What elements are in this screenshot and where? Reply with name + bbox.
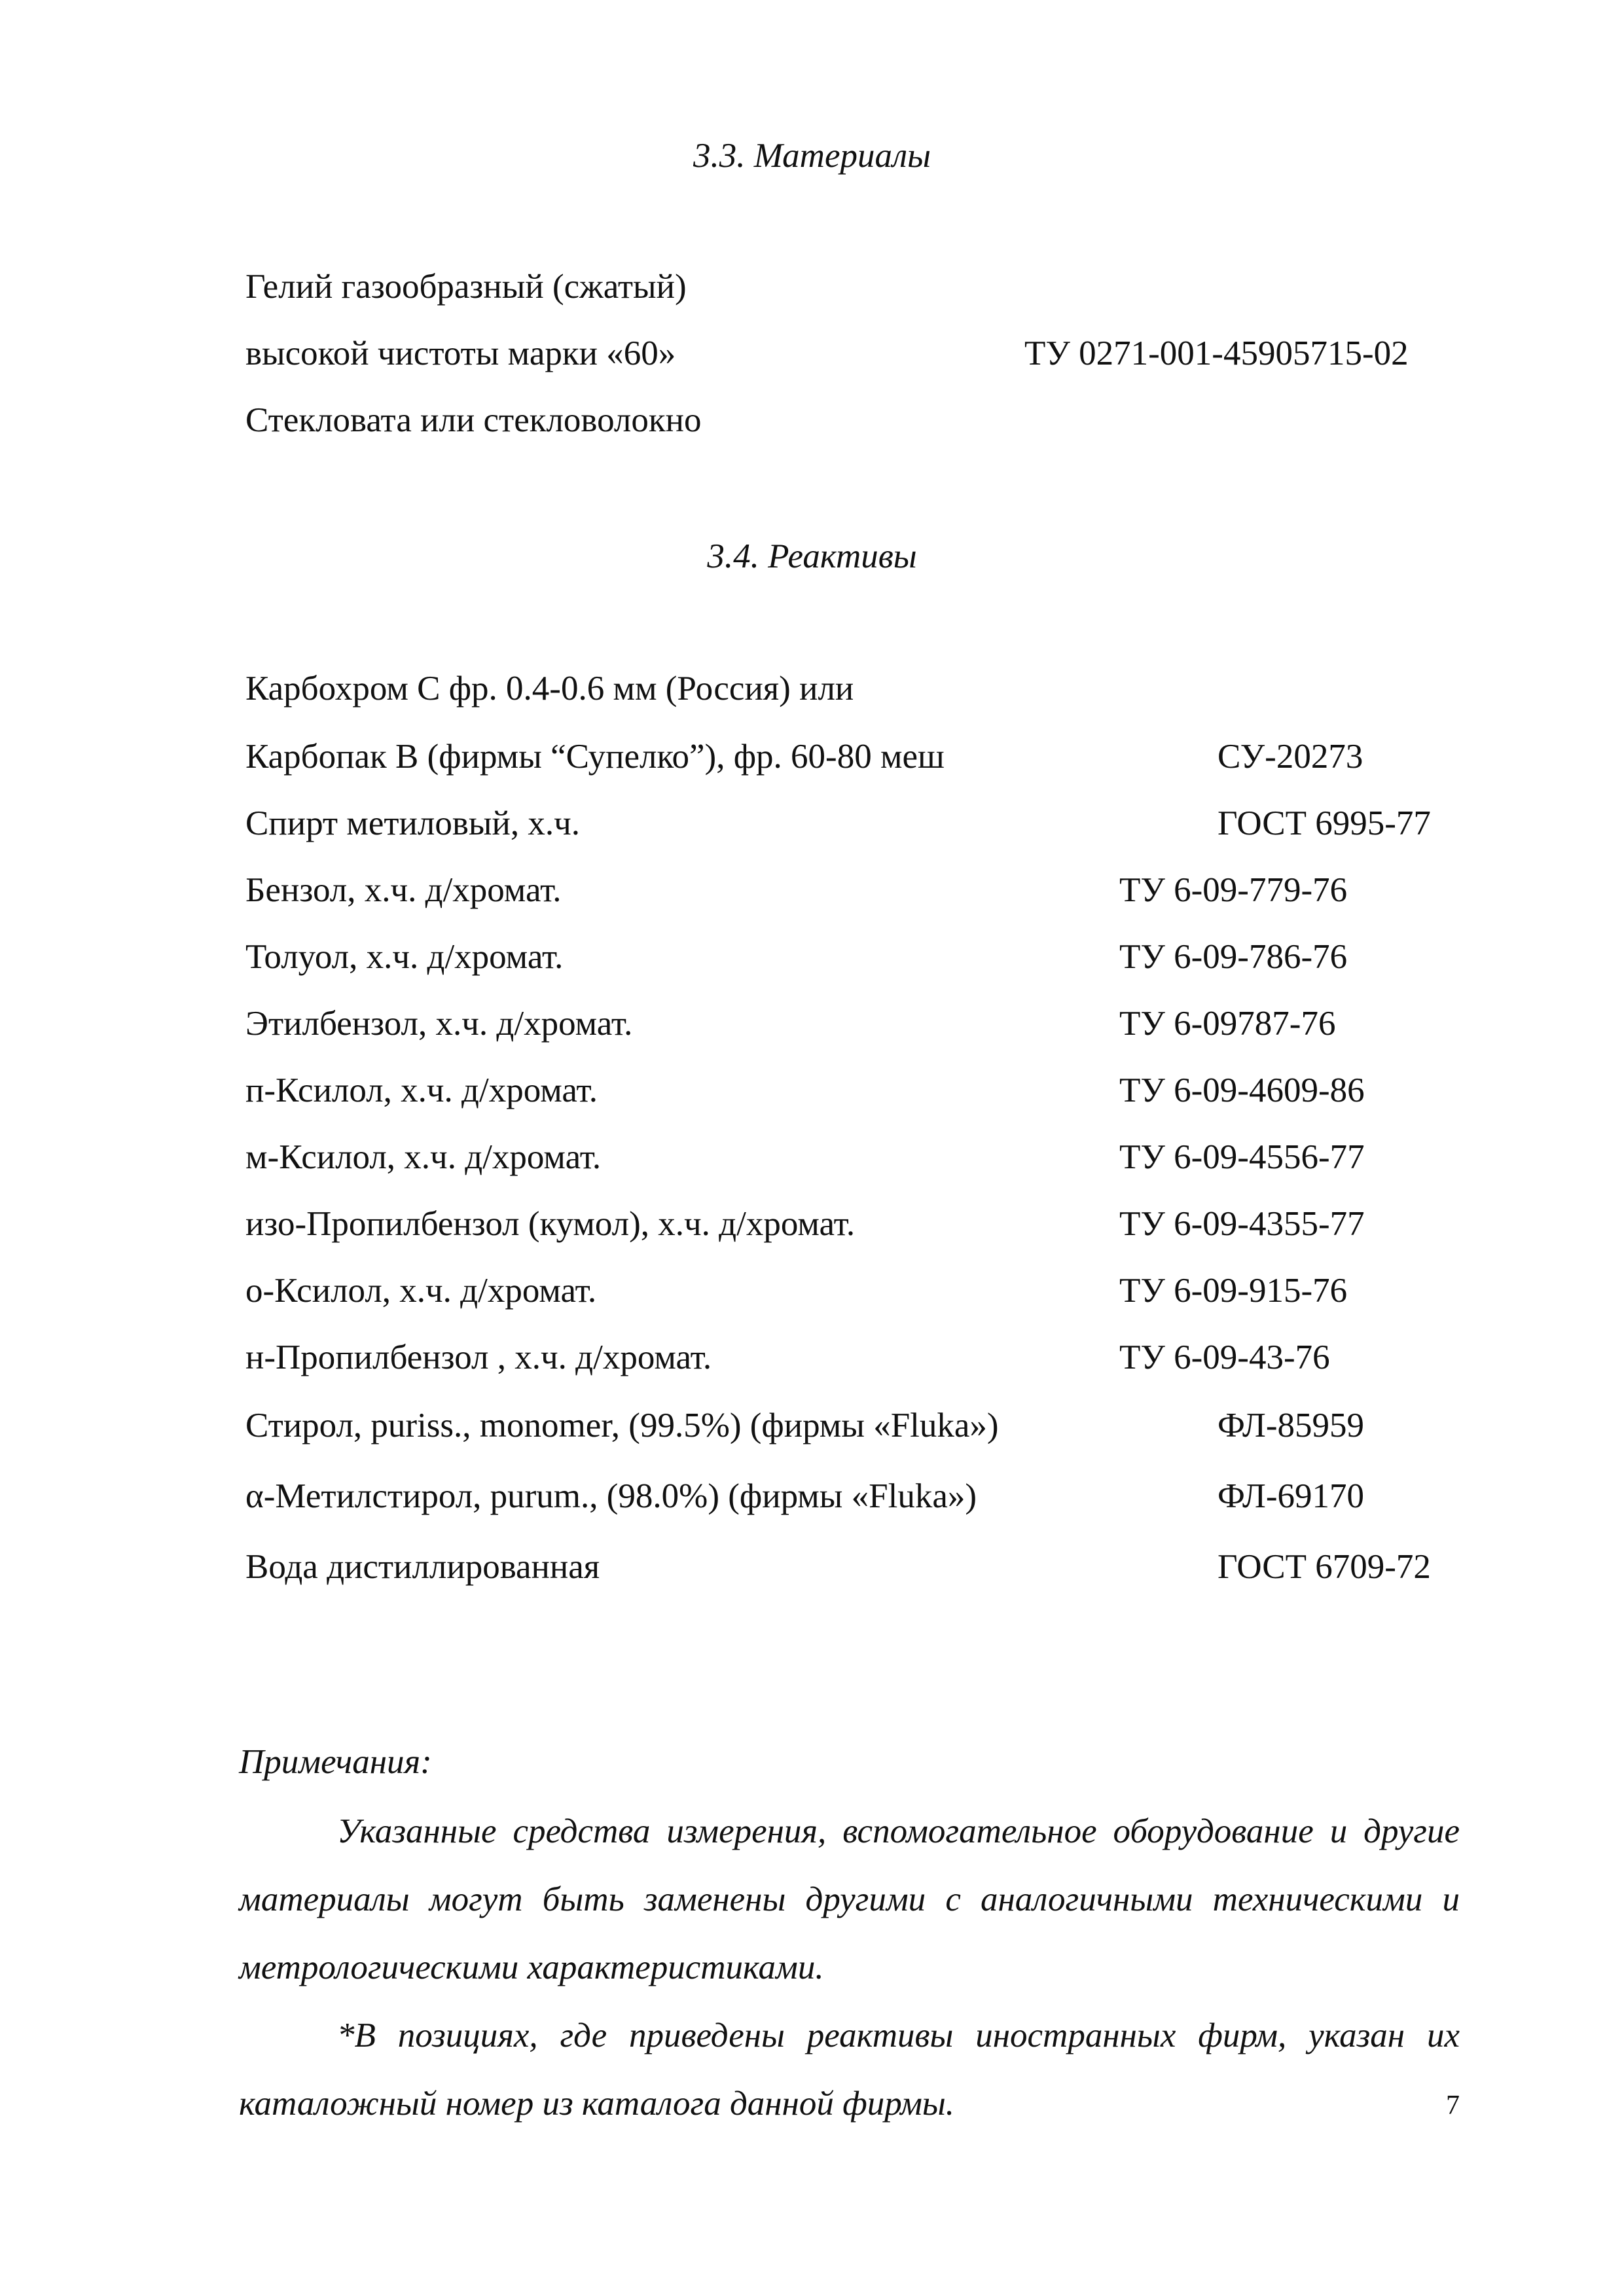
reagent-item-spec: ГОСТ 6995-77 [1218, 804, 1431, 842]
reagent-item-name: Карбопак В (фирмы “Супелко”), фр. 60-80 меш [245, 738, 945, 776]
reagent-item-spec: ТУ 6-09-4355-77 [1119, 1205, 1365, 1243]
reagent-item-name: Вода дистиллированная [245, 1548, 600, 1586]
reagent-item-spec: ФЛ-69170 [1218, 1477, 1364, 1515]
section-heading-materials: 3.3. Материалы [693, 137, 931, 175]
material-item-spec: ТУ 0271-001-45905715-02 [1024, 334, 1409, 372]
reagent-item-name: Толуол, х.ч. д/хромат. [245, 938, 564, 976]
reagent-item-name: Стирол, puriss., monomer, (99.5%) (фирмы «Fluka») [245, 1407, 999, 1444]
reagent-item-name: м-Ксилол, х.ч. д/хромат. [245, 1138, 602, 1176]
section-heading-reagents: 3.4. Реактивы [707, 537, 917, 575]
reagent-item-name: Бензол, х.ч. д/хромат. [245, 871, 562, 909]
reagent-item-name: о-Ксилол, х.ч. д/хромат. [245, 1272, 597, 1310]
reagent-item-spec: ТУ 6-09-4556-77 [1119, 1138, 1365, 1176]
reagent-item-name: изо-Пропилбензол (кумол), х.ч. д/хромат. [245, 1205, 856, 1243]
material-item-name: высокой чистоты марки «60» [245, 334, 676, 372]
note-paragraph: Указанные средства измерения, вспомогательное оборудование и другие материалы могут быть заменены другими с аналогичными техническими и метрологическими характеристиками. [239, 1812, 1460, 1986]
reagent-item-spec: ТУ 6-09-786-76 [1119, 938, 1348, 976]
reagent-item-spec: ГОСТ 6709-72 [1218, 1548, 1431, 1586]
notes-title: Примечания: [239, 1743, 432, 1781]
reagent-item-spec: ТУ 6-09-915-76 [1119, 1272, 1348, 1310]
reagent-item-spec: ФЛ-85959 [1218, 1407, 1364, 1444]
reagent-item-name: Этилбензол, х.ч. д/хромат. [245, 1005, 633, 1043]
material-item-name: Гелий газообразный (сжатый) [245, 268, 687, 306]
reagent-item-name: Спирт метиловый, х.ч. [245, 804, 580, 842]
material-item-name: Стекловата или стекловолокно [245, 401, 702, 439]
reagent-item-spec: СУ-20273 [1218, 738, 1363, 776]
reagent-item-spec: ТУ 6-09787-76 [1119, 1005, 1336, 1043]
reagent-item-name: α-Метилстирол, purum., (98.0%) (фирмы «Fluka») [245, 1477, 977, 1515]
reagent-item-name: Карбохром С фр. 0.4-0.6 мм (Россия) или [245, 670, 854, 708]
note-paragraph: *В позициях, где приведены реактивы иностранных фирм, указан их каталожный номер из каталога данной фирмы. [239, 2017, 1460, 2123]
reagent-item-spec: ТУ 6-09-779-76 [1119, 871, 1348, 909]
reagent-item-name: п-Ксилол, х.ч. д/хромат. [245, 1071, 598, 1109]
reagent-item-spec: ТУ 6-09-43-76 [1119, 1338, 1330, 1376]
reagent-item-name: н-Пропилбензол , х.ч. д/хромат. [245, 1338, 712, 1376]
page-number: 7 [1446, 2090, 1460, 2121]
reagent-item-spec: ТУ 6-09-4609-86 [1119, 1071, 1365, 1109]
